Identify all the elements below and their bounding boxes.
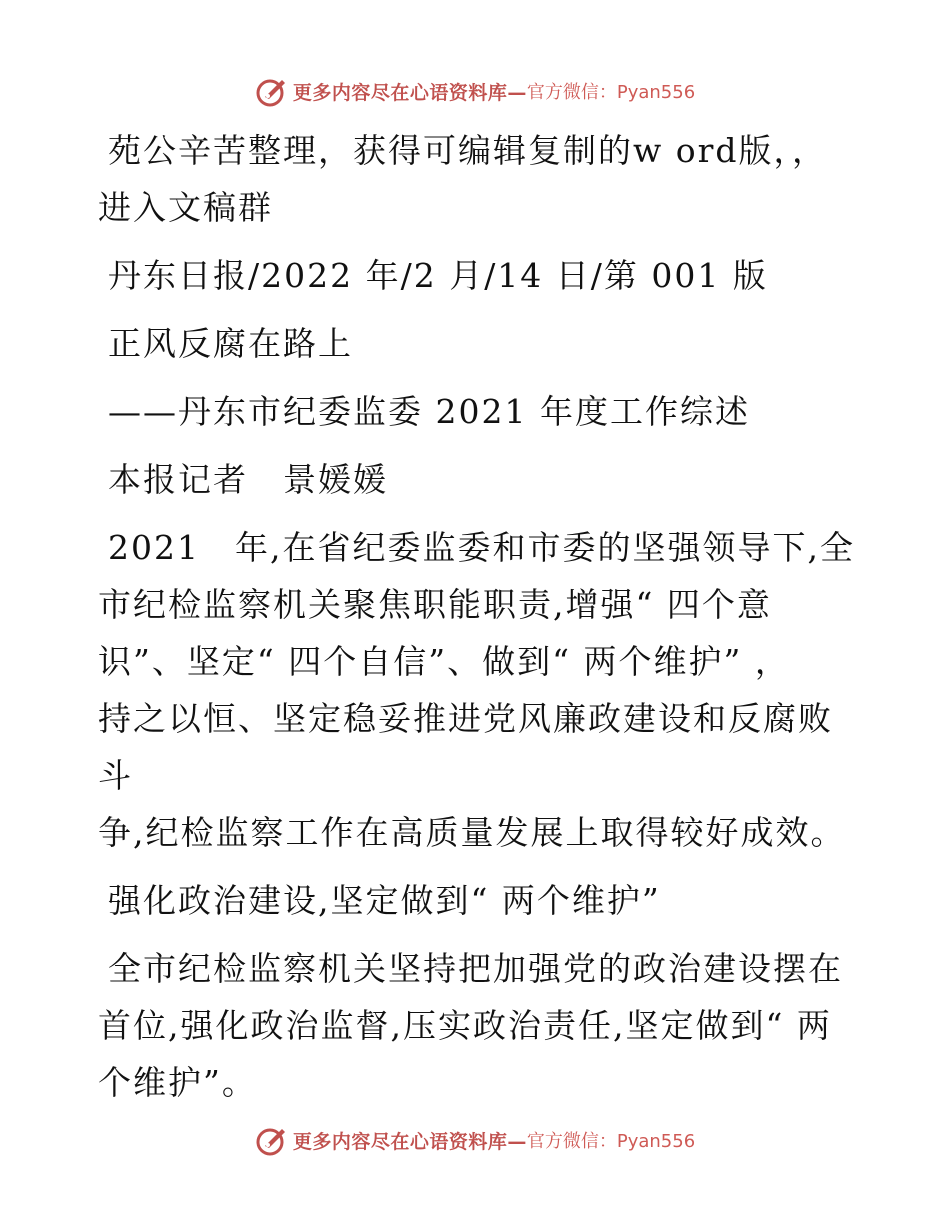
watermark-contact: 官方微信：Pyan556	[526, 1131, 696, 1152]
note-line-1: 苑公辛苦整理，获得可编辑复制的w ord版，，	[108, 131, 828, 170]
article-subtitle: ——丹东市纪委监委 2021 年度工作综述	[108, 392, 750, 431]
para-line: 争,纪检监察工作在高质量发展上取得较好成效。	[98, 813, 846, 852]
para-line: 个维护”。	[98, 1063, 257, 1102]
note-line-2: 进入文稿群	[98, 188, 273, 227]
watermark-contact: 官方微信：Pyan556	[526, 82, 696, 103]
quill-logo-icon	[255, 74, 289, 108]
source-line: 丹东日报/2022 年/2 月/14 日/第 001 版	[108, 256, 768, 295]
watermark-text: 更多内容尽在心语资料库—	[292, 81, 527, 104]
header-watermark	[0, 71, 950, 111]
para-line: 全市纪检监察机关坚持把加强党的政治建设摆在	[108, 949, 843, 988]
para-line: 市纪检监察机关聚焦职能职责,增强“ 四个意	[98, 585, 772, 624]
watermark-text: 更多内容尽在心语资料库—	[292, 1130, 527, 1153]
section-heading: 强化政治建设,坚定做到“ 两个维护”	[108, 881, 661, 920]
para-line: 持之以恒、坚定稳妥推进党风廉政建设和反腐败斗	[98, 699, 833, 795]
document-body	[98, 122, 858, 1111]
footer-watermark	[0, 1120, 950, 1160]
article-title: 正风反腐在路上	[108, 324, 353, 363]
quill-logo-icon	[255, 1123, 289, 1157]
para-line: 识”、坚定“ 四个自信”、做到“ 两个维护” ，	[98, 642, 790, 681]
para-line: 首位,强化政治监督,压实政治责任,坚定做到“ 两	[98, 1006, 832, 1045]
author-line: 本报记者 景媛媛	[108, 460, 388, 499]
para-line: 2021 年,在省纪委监委和市委的坚强领导下,全	[108, 528, 855, 567]
